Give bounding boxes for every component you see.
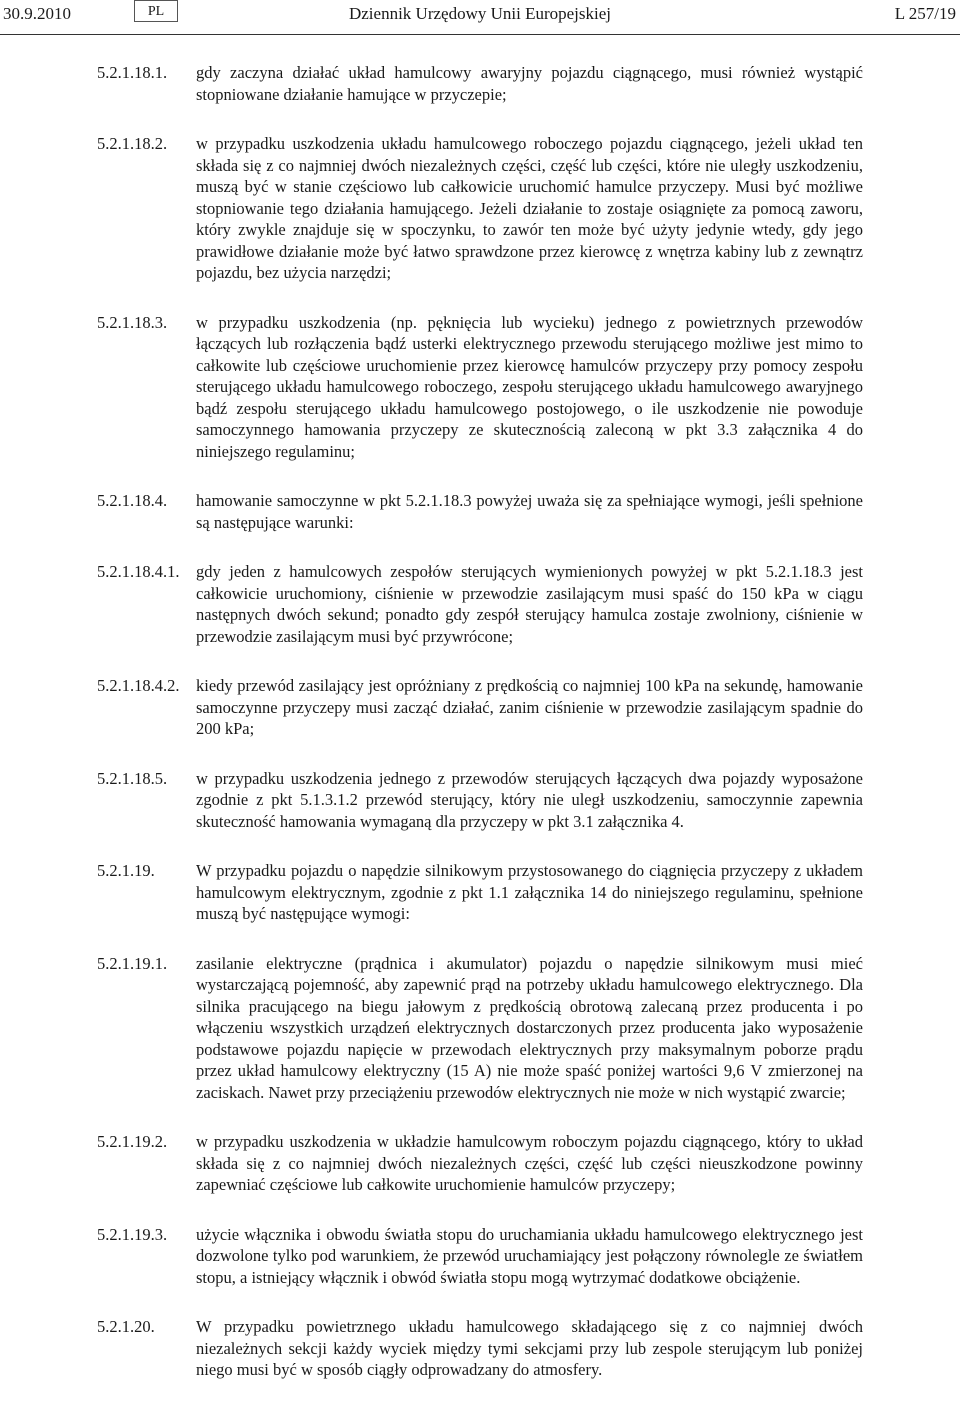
section-5-2-1-19-1 [0, 953, 960, 1104]
section-number: 5.2.1.19. [97, 861, 155, 880]
page-header [0, 0, 960, 40]
section-5-2-1-18-3 [0, 312, 960, 463]
section-5-2-1-19-3 [0, 1224, 960, 1289]
section-number: 5.2.1.19.2. [97, 1132, 168, 1151]
section-text [196, 133, 863, 284]
section-5-2-1-18-2 [0, 133, 960, 284]
section-text [196, 1316, 863, 1381]
section-5-2-1-18-1 [0, 62, 960, 105]
section-number: 5.2.1.19.1. [97, 953, 168, 973]
section-text [196, 312, 863, 463]
section-text [196, 953, 863, 1104]
section-text [196, 490, 863, 533]
section-5-2-1-18-4-1 [0, 561, 960, 647]
paragraph: W przypadku powietrznego układu hamulcowego składającego się z co najmniej dwóch niezależnych sekcji każdy wyciek między tymi sekcjami przy lub zespole sterującym lub poniżej niego musi być w sposób ciągły odprowadzany do atmosfery. [196, 1317, 863, 1379]
section-5-2-1-19 [0, 860, 960, 925]
section-text [196, 561, 863, 647]
section-5-2-1-19-2 [0, 1131, 960, 1196]
paragraph: zasilanie elektryczne (prądnica i akumulator) pojazdu o napędzie silnikowym musi mieć wystarczającą pojemność, aby zapewnić prąd na potrzeby układu hamulcowego elektrycznego. Dla silnika pracującego na biegu jałowym z prędkością obrotową zalecaną przez producenta i po włączeniu wszystkich urządzeń elektrycznych dostarczonych przez producenta jako wyposażenie podstawowe pojazdu napięcie w przewodach elektrycznych przy maksymalnym poborze prądu przez układ hamulcowy elektryczny (15 A) nie może spaść poniżej wartości 9,6 V zmierzonej na zaciskach. Nawet przy przeciążeniu przewodów elektrycznych nie może w nich wystąpić zwarcie; [196, 953, 863, 1102]
section-5-2-1-18-5 [0, 768, 960, 833]
section-text [196, 62, 863, 105]
section-number: 5.2.1.18.4. [97, 491, 168, 510]
section-number: 5.2.1.19.3. [97, 1224, 168, 1244]
header-divider [0, 34, 960, 35]
paragraph: W przypadku pojazdu o napędzie silnikowym przystosowanego do ciągnięcia przyczepy z układem hamulcowym elektrycznym, zgodnie z pkt 1.1 załącznika 14 do niniejszego regulaminu, spełnione muszą być następujące wymogi: [196, 861, 863, 923]
section-number: 5.2.1.20. [97, 1317, 155, 1336]
section-text [196, 675, 863, 740]
paragraph: kiedy przewód zasilający jest opróżniany z prędkością co najmniej 100 kPa na sekundę, hamowanie samoczynne przyczepy musi zacząć działać, zanim ciśnienie w przewodzie zasilającym spadnie do 200 kPa; [196, 676, 863, 738]
paragraph: w przypadku uszkodzenia w układzie hamulcowym roboczym pojazdu ciągnącego, który to układ składa się z co najmniej dwóch niezależnych części, część lub części nieuszkodzone powinny zapewniać częściowe lub całkowite uruchomienie hamulców przyczepy; [196, 1132, 863, 1194]
section-number: 5.2.1.18.5. [97, 768, 168, 788]
section-5-2-1-18-4 [0, 490, 960, 533]
paragraph: w przypadku uszkodzenia układu hamulcowego roboczego pojazdu ciągnącego, jeżeli układ ten składa się z co najmniej dwóch niezależnych części, część lub części, które nie uległy uszkodzeniu, muszą być w stanie częściowo lub całkowicie uruchomić hamulce przyczepy. Musi być możliwe stopniowanie tego działania hamującego. Jeżeli działanie to zostaje osiągnięte za pomocą zaworu, który zwykle znajduje się w spoczynku, to zawór ten może być użyty jedynie wtedy, gdy jego prawidłowe działanie może być łatwo sprawdzone przez kierowcę z wnętrza kabiny lub z zewnątrz pojazdu, bez użycia narzędzi; [196, 134, 863, 282]
section-text [196, 1131, 863, 1196]
section-number: 5.2.1.18.3. [97, 312, 168, 332]
paragraph: w przypadku uszkodzenia jednego z przewodów sterujących łączących dwa pojazdy wyposażone zgodnie z pkt 5.1.3.1.2 przewód sterujący, który nie uległ uszkodzeniu, samoczynnie zapewnia skuteczność hamowania wymaganą dla przyczepy w pkt 3.1 załącznika 4. [196, 768, 863, 831]
section-5-2-1-20 [0, 1316, 960, 1381]
language-badge: PL [134, 0, 178, 22]
section-number: 5.2.1.18.1. [97, 63, 168, 82]
document-body [0, 62, 960, 1409]
paragraph: gdy zaczyna działać układ hamulcowy awaryjny pojazdu ciągnącego, musi również wystąpić stopniowane działanie hamujące w przyczepie; [196, 63, 863, 104]
section-number: 5.2.1.18.2. [97, 134, 168, 153]
journal-title: Dziennik Urzędowy Unii Europejskiej [348, 4, 611, 23]
section-number: 5.2.1.18.4.2. [97, 676, 180, 695]
section-5-2-1-18-4-2 [0, 675, 960, 740]
publication-date: 30.9.2010 [3, 4, 71, 23]
paragraph: użycie włącznika i obwodu światła stopu do uruchamiania układu hamulcowego elektrycznego jest dozwolone tylko pod warunkiem, że przewód uruchamiający jest połączony równolegle ze światłem stopu, a istniejący włącznik i obwód światła stopu mogą wytrzymać dodatkowe obciążenie. [196, 1224, 863, 1287]
paragraph: gdy jeden z hamulcowych zespołów sterujących wymienionych powyżej w pkt 5.2.1.18.3 jest całkowicie uruchomiony, ciśnienie w przewodzie zasilającym musi spaść do 150 kPa w ciągu następnych dwóch sekund; ponadto gdy zespół sterujący hamulca zostaje zwolniony, ciśnienie w przewodzie zasilającym musi być przywrócone; [196, 562, 863, 646]
section-text [196, 768, 863, 833]
page-number: L 257/19 [894, 4, 956, 23]
paragraph: w przypadku uszkodzenia (np. pęknięcia lub wycieku) jednego z powietrznych przewodów łączących lub rozłączenia bądź usterki elektrycznego przewodu sterującego możliwe jest mimo to całkowite lub częściowe uruchomienie przez kierowcę hamulców przyczepy przy pomocy zespołu sterującego układu hamulcowego roboczego, zespołu sterującego układu hamulcowego awaryjnego bądź zespołu sterującego układu hamulcowego postojowego, o ile uszkodzenie nie powoduje samoczynnego hamowania przyczepy ze skutecznością zaleconą w pkt 3.3 załącznika 4 do niniejszego regulaminu; [196, 312, 863, 461]
section-text [196, 1224, 863, 1289]
section-number: 5.2.1.18.4.1. [97, 562, 180, 581]
section-text [196, 860, 863, 925]
paragraph: hamowanie samoczynne w pkt 5.2.1.18.3 powyżej uważa się za spełniające wymogi, jeśli spełnione są następujące warunki: [196, 491, 863, 532]
